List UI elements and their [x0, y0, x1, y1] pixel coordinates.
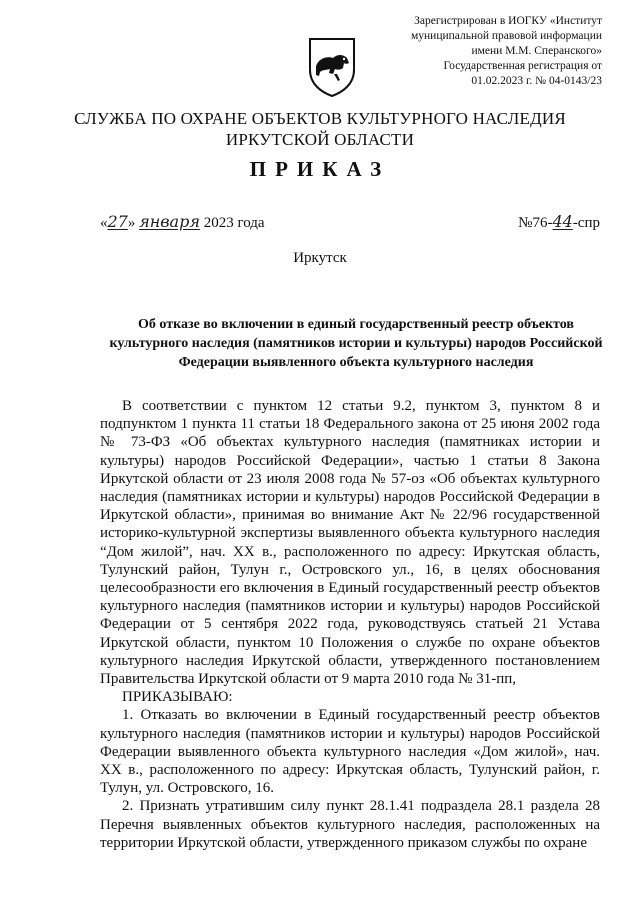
- document-city: Иркутск: [293, 250, 347, 266]
- date-month-handwritten: января: [139, 212, 200, 231]
- date-close-quote: »: [127, 215, 136, 231]
- registration-line: муниципальной правовой информации: [410, 30, 602, 42]
- registration-line: Зарегистрирован в ИОГКУ «Институт: [414, 15, 602, 27]
- registration-line: Государственная регистрация от: [443, 60, 602, 72]
- preamble-paragraph: В соответствии с пунктом 12 статьи 9.2, пунктом 3, пунктом 8 и подпунктом 1 пункта 11 статьи 18 Федерального закона от 25 июня 2002 года № 73-ФЗ «Об объектах культурного наследия (памятниках истории и культуры) народов Российской Федерации», частью 1 статьи 8 Закона Иркутской области от 23 июля 2008 года № 57-оз «Об объектах культурного наследия (памятниках истории и культуры) народов Российской Федерации в Иркутской области», принимая во внимание Акт № 22/96 государственной историко-культурной экспертизы выявленного объекта культурного наследия “Дом жилой”, нач. XX в., расположенного по адресу: Иркутская область, Тулунский район, Тулун г., Островского ул., 16, в целях обоснования целесообразности его включения в Единый государственный реестр объектов культурного наследия (памятников истории и культуры) народов Российской Федерации от 5 сентября 2022 года, руководствуясь статьей 21 Устава Иркутской области, пунктом 10 Положения о службе по охране объектов культурного наследия Иркутской области, утвержденного постановлением Правительства Иркутской области от 9 марта 2010 года № 31-пп,: [100, 398, 600, 688]
- document-body: [100, 397, 600, 852]
- date-open-quote: «: [100, 215, 108, 231]
- registration-line: 01.02.2023 г. № 04-0143/23: [471, 75, 602, 87]
- decree-item-1: 1. Отказать во включении в Единый государственный реестр объектов культурного наследия (памятников истории и культуры) народов Российской Федерации выявленного объекта культурного наследия «Дом жилой», нач. XX в., расположенного по адресу: Иркутская область, Тулунский район, г. Тулун, ул. Островского, 16.: [100, 707, 600, 797]
- coat-of-arms-icon: [307, 36, 357, 98]
- document-heading: Об отказе во включении в единый государственный реестр объектов культурного наследия (памятников истории и культуры) народов Российской Федерации выявленного объекта культурного наследия: [109, 317, 603, 370]
- date-day-handwritten: 27: [107, 212, 128, 231]
- document-date: [100, 212, 265, 232]
- document-number: [518, 212, 600, 232]
- agency-name-line2: ИРКУТСКОЙ ОБЛАСТИ: [225, 130, 415, 149]
- number-prefix: №76-: [518, 215, 553, 231]
- number-suffix: -спр: [572, 215, 600, 231]
- decree-word: ПРИКАЗЫВАЮ:: [122, 689, 233, 706]
- registration-stamp: [392, 14, 602, 89]
- registration-line: имени М.М. Сперанского»: [471, 45, 602, 57]
- number-handwritten: 44: [552, 212, 573, 231]
- document-type: ПРИКАЗ: [249, 157, 391, 181]
- decree-item-2: 2. Признать утратившим силу пункт 28.1.41 подраздела 28.1 раздела 28 Перечня выявленных объектов культурного наследия, расположенных на территории Иркутской области, утвержденного приказом службы по охране: [100, 798, 600, 851]
- agency-name: [40, 108, 600, 150]
- date-year: 2023 года: [203, 215, 265, 231]
- agency-name-line1: СЛУЖБА ПО ОХРАНЕ ОБЪЕКТОВ КУЛЬТУРНОГО НАСЛЕДИЯ: [74, 109, 566, 128]
